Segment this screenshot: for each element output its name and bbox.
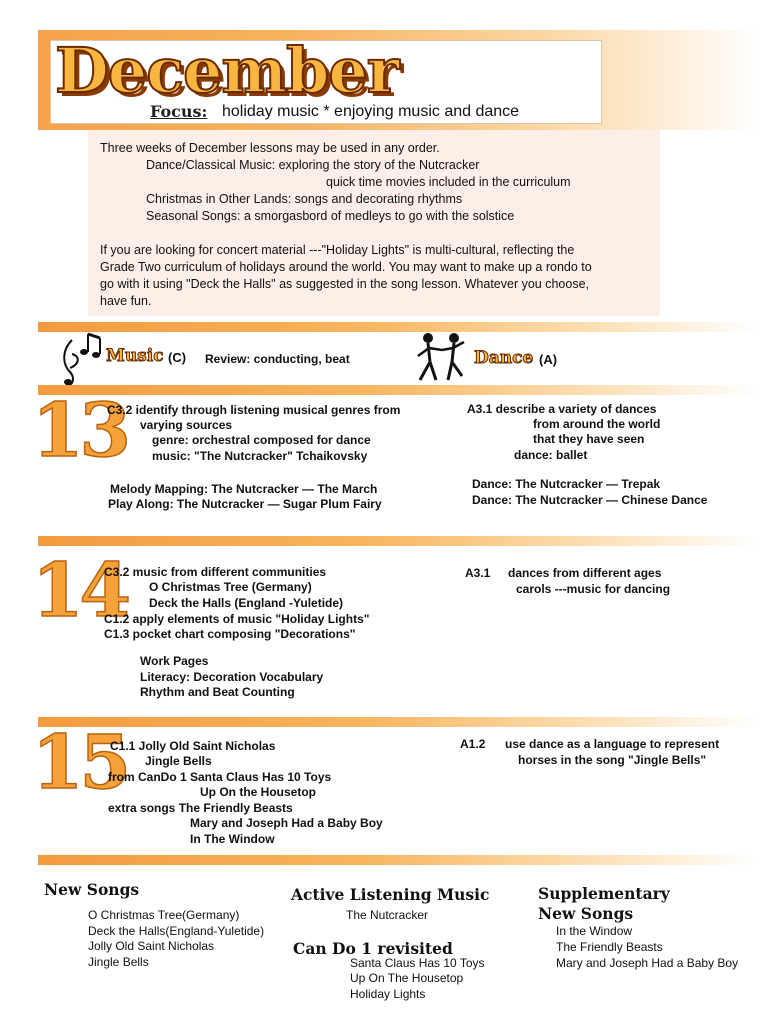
section-divider <box>38 385 760 395</box>
music-outcome-line: from CanDo 1 Santa Claus Has 10 Toys <box>108 770 332 784</box>
supplementary-item: In the Window <box>556 924 633 938</box>
music-outcome-line: Mary and Joseph Had a Baby Boy <box>190 816 383 830</box>
music-outcome-line: O Christmas Tree (Germany) <box>149 580 312 594</box>
music-outcome-line: extra songs The Friendly Beasts <box>108 801 293 815</box>
music-outcome-line: C1.1 Jolly Old Saint Nicholas <box>110 739 276 753</box>
section-divider <box>38 536 760 546</box>
music-outcome-line: Deck the Halls (England -Yuletide) <box>149 596 344 610</box>
intro-paragraph-line: have fun. <box>100 294 152 308</box>
section-divider <box>38 855 760 865</box>
music-outcome-line: music: "The Nutcracker" Tchaikovsky <box>152 449 368 463</box>
cando-item: Santa Claus Has 10 Toys <box>350 956 485 970</box>
music-outcome-line: genre: orchestral composed for dance <box>152 433 371 447</box>
section-divider <box>38 322 760 332</box>
new-song-item: Jolly Old Saint Nicholas <box>88 939 215 953</box>
review-text: Review: conducting, beat <box>205 352 350 366</box>
music-activity-line: Literacy: Decoration Vocabulary <box>140 670 324 684</box>
intro-line: Dance/Classical Music: exploring the story of the Nutcracker <box>146 158 480 172</box>
week-number: 13 <box>32 388 127 474</box>
dance-strand-label: Dance <box>474 348 534 368</box>
music-strand-code: (C) <box>168 350 187 365</box>
new-song-item: Deck the Halls(England-Yuletide) <box>88 924 265 938</box>
page-title: December <box>55 34 399 107</box>
music-outcome-line: C3.2 identify through listening musical genres from <box>107 403 401 417</box>
supplementary-item: The Friendly Beasts <box>556 940 663 954</box>
dance-outcome-line: that they have seen <box>533 432 645 446</box>
dance-activity-line: Dance: The Nutcracker — Trepak <box>472 477 661 491</box>
dancers-icon <box>412 330 468 386</box>
week-number: 15 <box>32 720 127 806</box>
music-notes-icon <box>58 328 108 390</box>
music-activity-line: Melody Mapping: The Nutcracker — The March <box>110 482 378 496</box>
new-song-item: O Christmas Tree(Germany) <box>88 908 240 922</box>
dance-outcome-code: A1.2 <box>460 737 486 751</box>
dance-outcome-line: dances from different ages <box>508 566 662 580</box>
cando-heading: Can Do 1 revisited <box>293 939 453 958</box>
intro-paragraph-line: If you are looking for concert material ---"Holiday Lights" is multi-cultural, reflecting the <box>100 243 575 257</box>
music-outcome-line: C1.2 apply elements of music "Holiday Lights" <box>104 612 370 626</box>
cando-item: Up On The Housetop <box>350 971 464 985</box>
week-number: 14 <box>32 548 127 634</box>
intro-line: quick time movies included in the curriculum <box>326 175 571 189</box>
supplementary-item: Mary and Joseph Had a Baby Boy <box>556 956 739 970</box>
intro-line: Three weeks of December lessons may be used in any order. <box>100 141 440 155</box>
dance-outcome-line: A3.1 describe a variety of dances <box>467 402 657 416</box>
music-activity-line: Rhythm and Beat Counting <box>140 685 295 699</box>
active-listening-item: The Nutcracker <box>346 908 429 922</box>
intro-line: Seasonal Songs: a smorgasbord of medleys to go with the solstice <box>146 209 515 223</box>
intro-paragraph-line: Grade Two curriculum of holidays around the world. You may want to make up a rondo to <box>100 260 592 274</box>
music-outcome-line: C1.3 pocket chart composing "Decorations" <box>104 627 356 641</box>
section-divider <box>38 717 760 727</box>
intro-paragraph-line: go with it using "Deck the Halls" as suggested in the song lesson. Whatever you choose, <box>100 277 590 291</box>
intro-line: Christmas in Other Lands: songs and decorating rhythms <box>146 192 463 206</box>
music-outcome-line: Jingle Bells <box>145 754 212 768</box>
music-strand-label: Music <box>106 346 164 366</box>
new-song-item: Jingle Bells <box>88 955 149 969</box>
supplementary-heading: Supplementary <box>538 884 670 903</box>
music-activity-line: Work Pages <box>140 654 209 668</box>
dance-outcome-line: from around the world <box>533 417 661 431</box>
music-outcome-line: varying sources <box>140 418 233 432</box>
dance-strand-code: (A) <box>539 352 558 367</box>
supplementary-subheading: New Songs <box>538 904 634 923</box>
dance-outcome-line: carols ---music for dancing <box>516 582 671 596</box>
music-activity-line: Play Along: The Nutcracker — Sugar Plum Fairy <box>108 497 382 511</box>
music-outcome-line: C3.2 music from different communities <box>104 565 327 579</box>
dance-outcome-line: horses in the song "Jingle Bells" <box>518 753 707 767</box>
new-songs-heading: New Songs <box>44 880 140 899</box>
focus-label: Focus: <box>150 102 208 121</box>
active-listening-heading: Active Listening Music <box>291 885 490 904</box>
dance-activity-line: Dance: The Nutcracker — Chinese Dance <box>472 493 708 507</box>
music-outcome-line: Up On the Housetop <box>200 785 316 799</box>
dance-outcome-code: A3.1 <box>465 566 491 580</box>
dance-outcome-line: dance: ballet <box>514 448 588 462</box>
dance-outcome-line: use dance as a language to represent <box>505 737 720 751</box>
music-outcome-line: In The Window <box>190 832 275 846</box>
focus-text: holiday music * enjoying music and dance <box>222 103 520 120</box>
cando-item: Holiday Lights <box>350 987 426 1001</box>
